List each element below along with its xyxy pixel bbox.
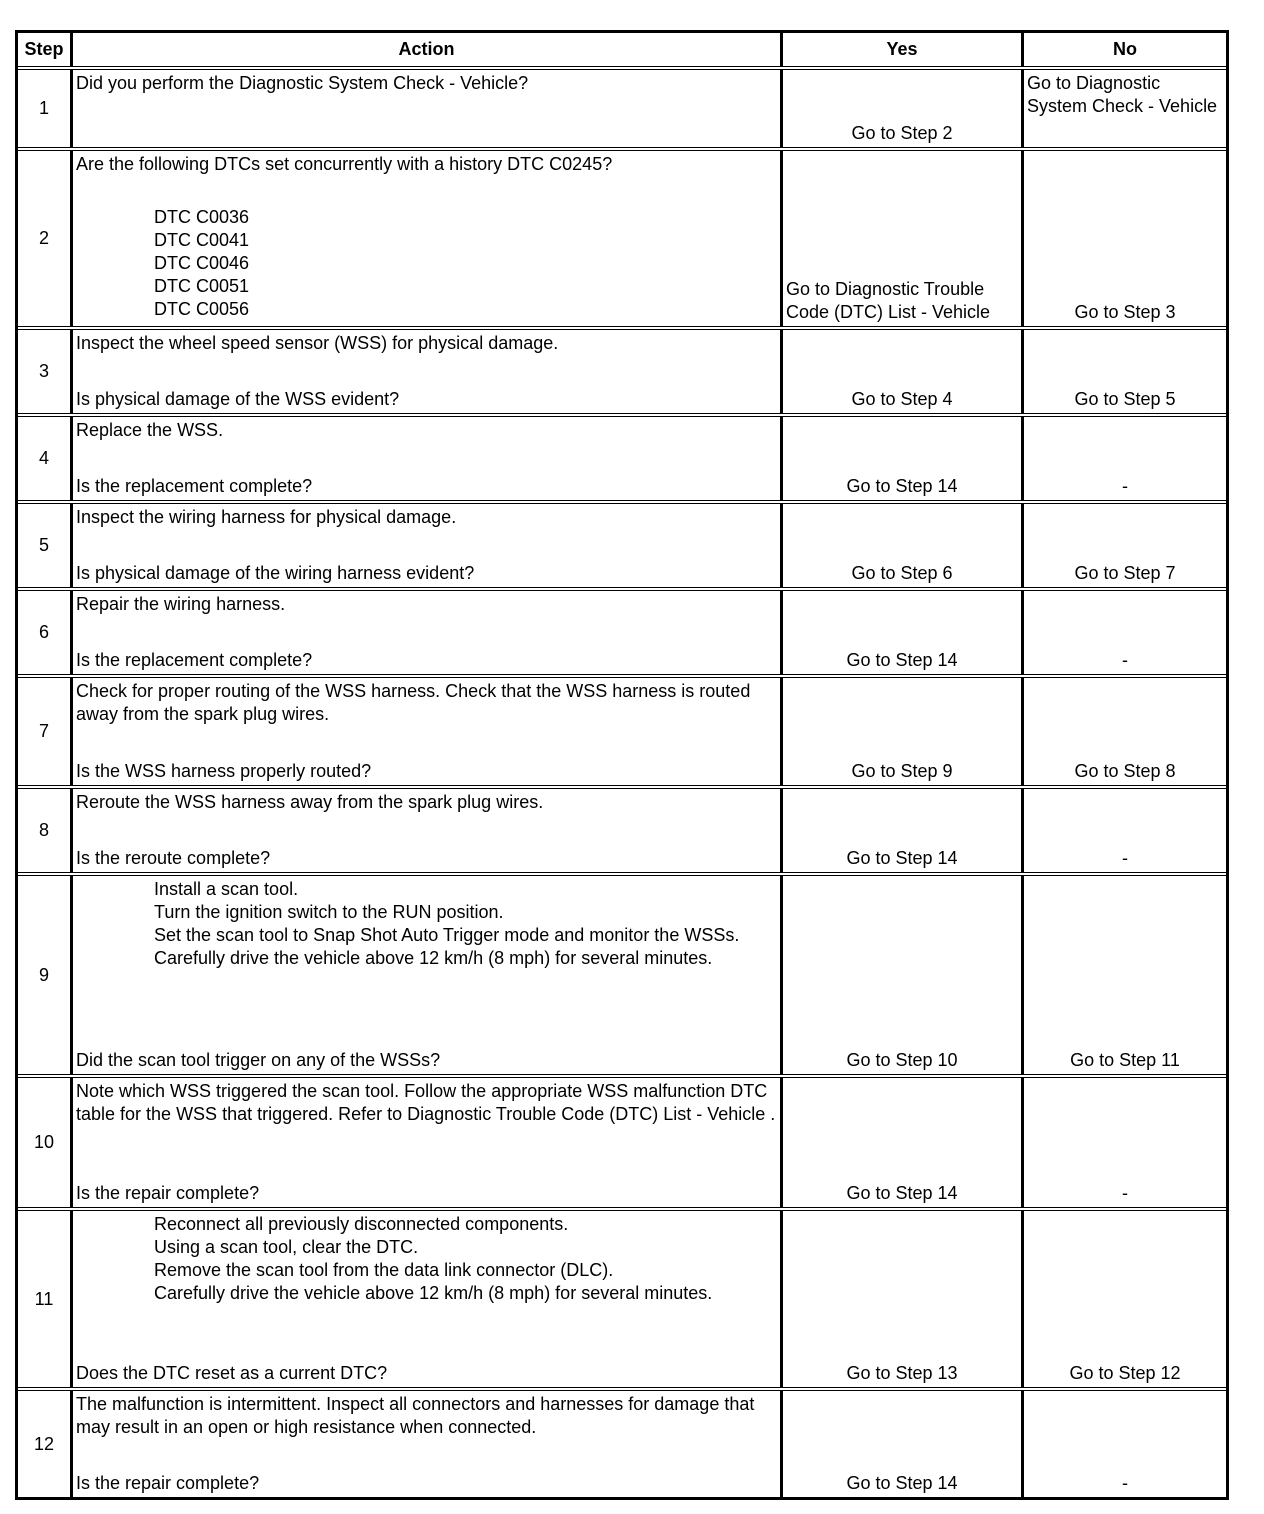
- table-row: [18, 500, 1226, 587]
- action-text: Reroute the WSS harness away from the spark plug wires.: [76, 792, 544, 812]
- no-action: Go to Step 8: [1074, 761, 1176, 781]
- table-row: [18, 1207, 1226, 1387]
- step-number: 4: [18, 417, 73, 500]
- table-row: [18, 1074, 1226, 1207]
- action-top: [76, 153, 777, 176]
- no-action: Go to Step 11: [1070, 1050, 1180, 1070]
- step-number: 9: [18, 876, 73, 1074]
- action-cell: [73, 70, 783, 147]
- action-question: Is physical damage of the WSS evident?: [76, 389, 400, 409]
- action-question: Did the scan tool trigger on any of the WSSs?: [76, 1050, 441, 1070]
- no-action: -: [1122, 650, 1128, 670]
- action-top: [76, 1393, 777, 1439]
- action-question: Is the replacement complete?: [76, 476, 313, 496]
- step-number: 7: [18, 678, 73, 785]
- action-list: [76, 878, 777, 970]
- yes-action: Go to Step 14: [783, 417, 1024, 500]
- action-question: Does the DTC reset as a current DTC?: [76, 1363, 388, 1383]
- action-top: [76, 1080, 777, 1126]
- action-cell: [73, 330, 783, 413]
- action-top: [76, 878, 777, 970]
- no-action: Go to Step 12: [1069, 1363, 1181, 1383]
- table-row: [18, 147, 1226, 326]
- action-list: [76, 1213, 777, 1305]
- action-text: Inspect the wiring harness for physical damage.: [76, 507, 457, 527]
- action-cell: [73, 417, 783, 500]
- step-number: 10: [18, 1078, 73, 1207]
- action-cell: [73, 876, 783, 1074]
- action-list: [76, 206, 777, 321]
- action-cell: [73, 678, 783, 785]
- action-question: Is the replacement complete?: [76, 650, 313, 670]
- action-top: [76, 593, 777, 616]
- action-question: Is the WSS harness properly routed?: [76, 761, 372, 781]
- table-row: [18, 674, 1226, 785]
- yes-action: Go to Step 14: [783, 1078, 1024, 1207]
- action-question: Is the reroute complete?: [76, 848, 271, 868]
- action-cell: [73, 504, 783, 587]
- action-body: [76, 153, 777, 321]
- yes-action: Go to Step 14: [783, 789, 1024, 872]
- no-action: -: [1122, 848, 1128, 868]
- yes-action: Go to Step 14: [783, 591, 1024, 674]
- yes-action: Go to Step 10: [783, 876, 1024, 1074]
- action-list-item: DTC C0036: [154, 207, 250, 227]
- action-cell: [73, 591, 783, 674]
- step-number: 12: [18, 1391, 73, 1497]
- action-question: Is the repair complete?: [76, 1183, 260, 1203]
- header-yes: Yes: [783, 33, 1024, 66]
- diagnostic-table: [15, 30, 1229, 1500]
- header-action: Action: [73, 33, 783, 66]
- action-text: Inspect the wheel speed sensor (WSS) for physical damage.: [76, 333, 559, 353]
- step-number: 2: [18, 151, 73, 326]
- yes-action: Go to Step 9: [783, 678, 1024, 785]
- action-text: Replace the WSS.: [76, 420, 224, 440]
- no-action: Go to Diagnostic System Check - Vehicle: [1027, 73, 1218, 116]
- yes-action: Go to Step 6: [783, 504, 1024, 587]
- action-list-item: Carefully drive the vehicle above 12 km/h (8 mph) for several minutes.: [154, 1283, 713, 1303]
- no-action: -: [1122, 476, 1128, 496]
- action-top: [76, 680, 777, 726]
- action-top: [76, 72, 777, 95]
- table-row: [18, 66, 1226, 147]
- step-number: 6: [18, 591, 73, 674]
- action-top: [76, 419, 777, 442]
- yes-action: Go to Step 14: [783, 1391, 1024, 1497]
- table-row: [18, 1387, 1226, 1497]
- yes-action: Go to Step 2: [783, 70, 1024, 147]
- action-top: [76, 332, 777, 355]
- action-text: Repair the wiring harness.: [76, 594, 286, 614]
- action-list-item: Set the scan tool to Snap Shot Auto Trigger mode and monitor the WSSs.: [154, 925, 740, 945]
- action-list-item: DTC C0046: [154, 253, 250, 273]
- no-action: -: [1122, 1473, 1128, 1493]
- no-action: Go to Step 3: [1074, 302, 1176, 322]
- action-top: [76, 1213, 777, 1305]
- action-question: Is the repair complete?: [76, 1473, 260, 1493]
- action-list-item: Using a scan tool, clear the DTC.: [154, 1237, 419, 1257]
- action-list-item: Reconnect all previously disconnected components.: [154, 1214, 569, 1234]
- action-cell: [73, 1391, 783, 1497]
- step-number: 5: [18, 504, 73, 587]
- action-list-item: Remove the scan tool from the data link connector (DLC).: [154, 1260, 614, 1280]
- action-text: Did you perform the Diagnostic System Check - Vehicle?: [76, 73, 529, 93]
- table-row: [18, 587, 1226, 674]
- yes-action: Go to Step 13: [783, 1211, 1024, 1387]
- yes-action: Go to Step 4: [783, 330, 1024, 413]
- action-list-item: Install a scan tool.: [154, 879, 299, 899]
- no-action: -: [1122, 1183, 1128, 1203]
- action-list-item: Turn the ignition switch to the RUN position.: [154, 902, 504, 922]
- action-list-item: Carefully drive the vehicle above 12 km/h (8 mph) for several minutes.: [154, 948, 713, 968]
- table-row: [18, 785, 1226, 872]
- action-text: Are the following DTCs set concurrently with a history DTC C0245?: [76, 154, 613, 174]
- no-action: Go to Step 5: [1074, 389, 1176, 409]
- header-step: Step: [18, 33, 73, 66]
- step-number: 8: [18, 789, 73, 872]
- action-top: [76, 506, 777, 529]
- action-list-item: DTC C0041: [154, 230, 250, 250]
- action-question: Is physical damage of the wiring harness evident?: [76, 563, 475, 583]
- header-row: [18, 33, 1226, 66]
- action-cell: [73, 151, 783, 326]
- header-no: No: [1113, 39, 1137, 59]
- action-list-item: DTC C0051: [154, 276, 250, 296]
- step-number: 3: [18, 330, 73, 413]
- action-text: The malfunction is intermittent. Inspect all connectors and harnesses for damage that may result in an open or high resistance when connected.: [76, 1394, 760, 1437]
- action-cell: [73, 789, 783, 872]
- table-row: [18, 872, 1226, 1074]
- action-cell: [73, 1211, 783, 1387]
- step-number: 11: [18, 1211, 73, 1387]
- step-number: 1: [18, 70, 73, 147]
- action-text: Check for proper routing of the WSS harness. Check that the WSS harness is routed away from the spark plug wires.: [76, 681, 756, 724]
- action-text: Note which WSS triggered the scan tool. Follow the appropriate WSS malfunction DTC table for the WSS that triggered. Refer to Diagnostic Trouble Code (DTC) List - Vehicle .: [76, 1081, 776, 1124]
- action-cell: [73, 1078, 783, 1207]
- yes-action: Go to Diagnostic Trouble Code (DTC) List - Vehicle: [783, 151, 1024, 326]
- no-action: Go to Step 7: [1074, 563, 1176, 583]
- table-row: [18, 326, 1226, 413]
- action-list-item: DTC C0056: [154, 299, 250, 319]
- table-row: [18, 413, 1226, 500]
- action-top: [76, 791, 777, 814]
